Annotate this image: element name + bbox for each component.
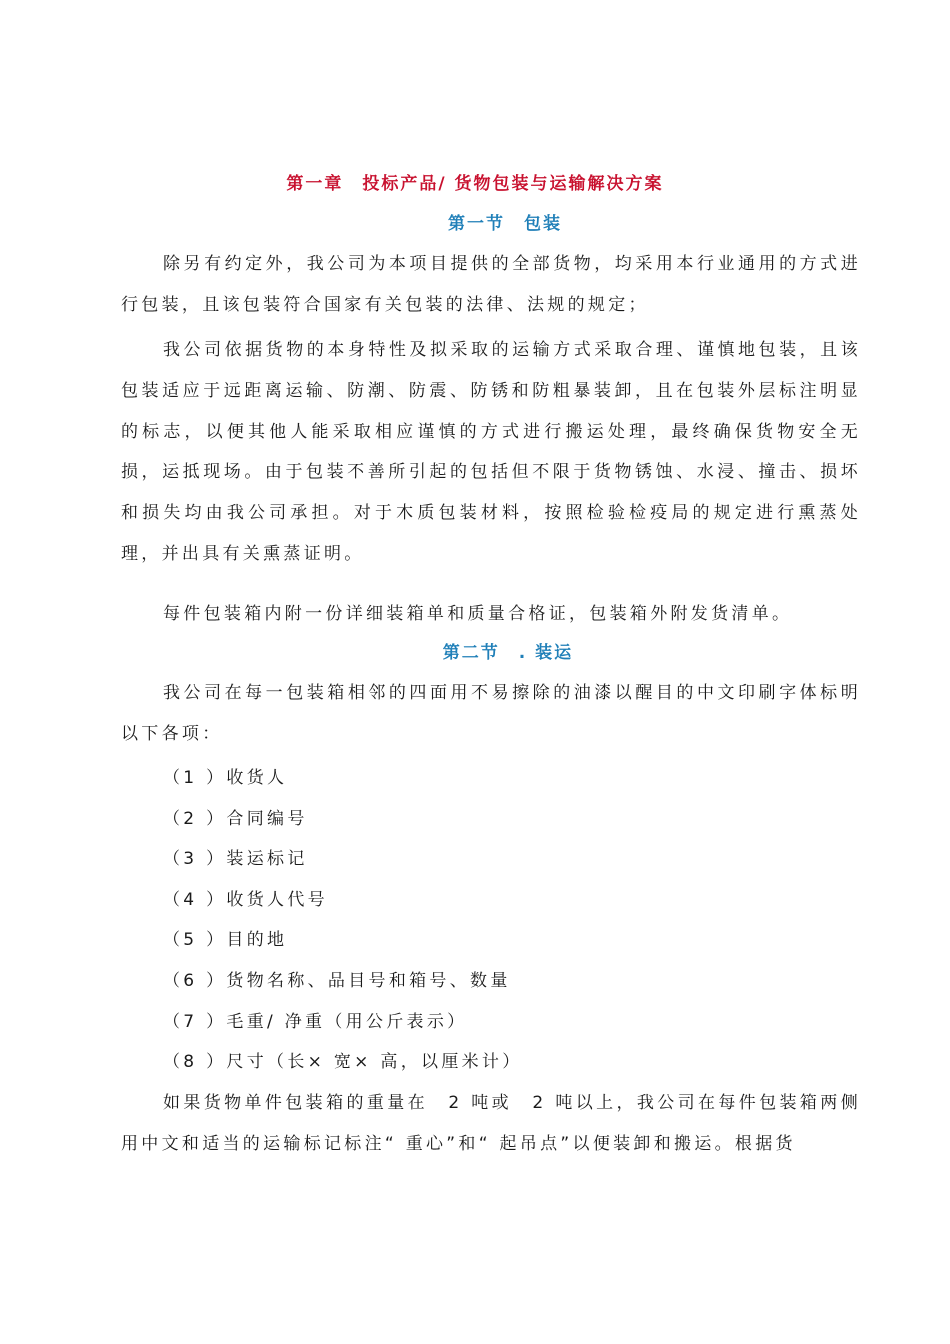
section-title-packaging: 第一节 包装 <box>448 214 562 234</box>
paragraph-heavy-package: 如果货物单件包装箱的重量在 2 吨或 2 吨以上，我公司在每件包装箱两侧用中文和适当的运输标记标注“ 重心”和“ 起吊点”以便装卸和搬运。根据货 <box>121 1093 861 1154</box>
list-item: （7 ）毛重/ 净重（用公斤表示） <box>163 1011 468 1032</box>
list-item: （1 ）收货人 <box>163 768 288 788</box>
list-item: （4 ）收货人代号 <box>163 889 328 910</box>
paragraph-packaging-details: 我公司依据货物的本身特性及拟采取的运输方式采取合理、谨慎地包装，且该包装适应于远距离运输、防潮、防震、防锈和防粗暴装卸，且在包装外层标注明显的标志，以便其他人能采取相应谨慎的方式进行搬运处理，最终确保货物安全无损，运抵现场。由于包装不善所引起的包括但不限于货物锈蚀、水浸、撞击、损坏和损失均由我公司承担。对于木质包装材料，按照检验检疫局的规定进行熏蒸处理，并出具有关熏蒸证明。 <box>121 340 861 564</box>
paragraph-shipping-intro: 我公司在每一包装箱相邻的四面用不易擦除的油漆以醒目的中文印刷字体标明以下各项： <box>121 683 861 744</box>
list-item: （2 ）合同编号 <box>163 808 308 829</box>
list-item: （8 ）尺寸（长× 宽× 高，以厘米计） <box>163 1052 523 1073</box>
list-item: （5 ）目的地 <box>163 930 288 951</box>
paragraph-packing-list: 每件包装箱内附一份详细装箱单和质量合格证，包装箱外附发货清单。 <box>163 604 793 624</box>
marking-items-list <box>163 758 523 1083</box>
paragraph-packaging-general: 除另有约定外，我公司为本项目提供的全部货物，均采用本行业通用的方式进行包装，且该包装符合国家有关包装的法律、法规的规定； <box>121 254 861 315</box>
section-title-shipping: 第二节 . 装运 <box>442 643 574 663</box>
chapter-title: 第一章 投标产品/ 货物包装与运输解决方案 <box>286 174 664 194</box>
list-item: （6 ）货物名称、品目号和箱号、数量 <box>163 970 511 991</box>
list-item: （3 ）装运标记 <box>163 849 308 870</box>
